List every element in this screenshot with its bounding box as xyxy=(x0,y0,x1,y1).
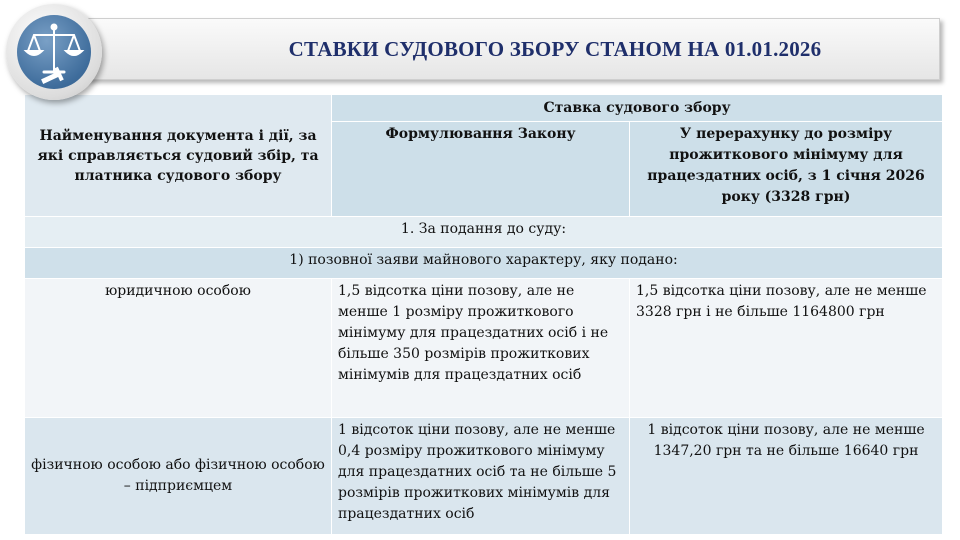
subsection-row xyxy=(25,248,943,279)
row-name-cell: фізичною особою або фізичною особою – підприємцем xyxy=(25,418,332,535)
subsection-title: 1) позовної заяви майнового характеру, яку подано: xyxy=(25,248,943,279)
row-name-cell: юридичною особою xyxy=(25,279,332,418)
court-fee-table xyxy=(24,94,943,535)
row-recalc-cell: 1,5 відсотка ціни позову, але не менше 3328 грн і не більше 1164800 грн xyxy=(630,279,943,418)
court-fee-table-container xyxy=(24,94,942,535)
row-recalc-cell: 1 відсоток ціни позову, але не менше 1347,20 грн та не більше 16640 грн xyxy=(630,418,943,535)
title-bar xyxy=(60,18,940,80)
header-recalc-column: У перерахунку до розміру прожиткового мінімуму для працездатних осіб, з 1 січня 2026 року (3328 грн) xyxy=(630,122,943,217)
row-law-cell: 1 відсоток ціни позову, але не менше 0,4 розміру прожиткового мінімуму для працездатних осіб та не більше 5 розмірів прожиткових мінімумів для працездатних осіб xyxy=(332,418,630,535)
header-law-column: Формулювання Закону xyxy=(332,122,630,217)
page-title: СТАВКИ СУДОВОГО ЗБОРУ СТАНОМ НА 01.01.2026 xyxy=(288,37,822,61)
table-row xyxy=(25,279,943,418)
header-name-column: Найменування документа і дії, за які справляється судовий збір, та платника судового збору xyxy=(25,95,332,217)
row-law-cell: 1,5 відсотка ціни позову, але не менше 1 розміру прожиткового мінімуму для працездатних осіб і не більше 350 розмірів прожиткових мінімумів для працездатних осіб xyxy=(332,279,630,418)
section-title: 1. За подання до суду: xyxy=(25,217,943,248)
scales-of-justice-icon xyxy=(17,15,91,89)
logo xyxy=(6,4,102,100)
table-header-row xyxy=(25,95,943,122)
table-row xyxy=(25,418,943,535)
section-row xyxy=(25,217,943,248)
header-rate-group: Ставка судового збору xyxy=(332,95,943,122)
